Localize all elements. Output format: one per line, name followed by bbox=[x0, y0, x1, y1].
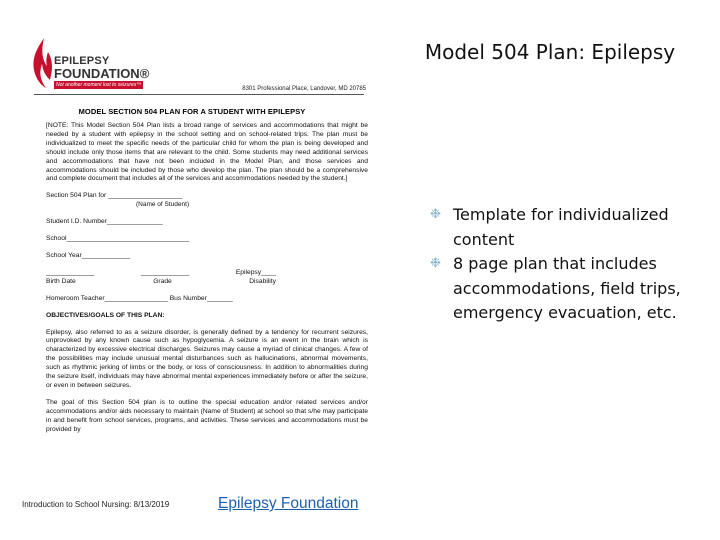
logo-tagline: Not another moment lost to seizures™ bbox=[56, 82, 142, 88]
homeroom-field: Homeroom Teacher_________________ Bus Number_______ bbox=[46, 294, 233, 302]
info-row-labels bbox=[46, 278, 276, 287]
document-note: [NOTE: This Model Section 504 Plan lists a broad range of services and accommodations that might be needed by a student with epilepsy in the school setting and on school-related trips. The plan must be individualized to meet the specific needs of the particular child for whom the plan is being developed and should include only those items that are relevant to the child. Some students may need additional services and accommodations that have not been included in the Model Plan, and those services and accommodations should be included by those who develop the plan. The plan should be a comprehensive and complete document that includes all of the services and accommodations needed by the student.] bbox=[46, 122, 368, 183]
bullet-text: 8 page plan that includes accommodations, field trips, emergency evacuation, etc. bbox=[453, 254, 681, 322]
bullet-list bbox=[430, 203, 710, 326]
school-field: School_________________________________ bbox=[46, 235, 190, 243]
slide-title: Model 504 Plan: Epilepsy bbox=[424, 40, 676, 64]
header-rule bbox=[34, 94, 364, 95]
foundation-address: 8301 Professional Place, Landover, MD 20785 bbox=[242, 86, 366, 92]
bullet-item bbox=[430, 203, 710, 252]
bullet-item bbox=[430, 252, 710, 326]
disability-line: Epilepsy____ bbox=[235, 268, 276, 276]
document-body bbox=[46, 122, 368, 442]
student-id-field: Student I.D. Number_______________ bbox=[46, 218, 163, 226]
bullet-text: Template for individualized content bbox=[453, 205, 669, 249]
grade-line: _____________ bbox=[140, 268, 190, 276]
document-scan bbox=[12, 22, 372, 477]
plan-for-field: Section 504 Plan for ____________________ bbox=[46, 192, 183, 200]
bullet-star-icon: ❉ bbox=[430, 256, 441, 271]
logo-line-1: EPILEPSY bbox=[54, 55, 110, 67]
birth-date-line: _____________ bbox=[46, 268, 95, 276]
goal-paragraph: The goal of this Section 504 plan is to outline the special education and/or related services and/or accommodations and/or aids necessary to maintain (Name of Student) at school so that s/he may participate in and benefit from school services, programs, and activities. These services and accommodations must be provided by bbox=[46, 398, 368, 433]
epilepsy-paragraph: Epilepsy, also referred to as a seizure disorder, is generally defined by a tendency for recurrent seizures, unprovoked by any known cause such as hypoglycemia. A seizure is an event in the brain which is characterized by excessive electrical discharges. Seizures may cause a myriad of clinical changes. A few of the possibilities may include unusual mental disturbances such as hallucinations, abnormal movements, such as rhythmic jerking of limbs or the body, or loss of consciousness. In addition to abnormalities during the seizure itself, individuals may have abnormal mental experiences immediately before or after the seizure, or even in between seizures. bbox=[46, 328, 368, 389]
epilepsy-foundation-link[interactable]: Epilepsy Foundation bbox=[218, 495, 359, 512]
bullet-star-icon: ❉ bbox=[430, 207, 441, 222]
disability-label: Disability bbox=[249, 277, 276, 285]
grade-label: Grade bbox=[153, 277, 172, 285]
document-heading: MODEL SECTION 504 PLAN FOR A STUDENT WITH EPILEPSY bbox=[78, 107, 306, 116]
footer-date: Introduction to School Nursing: 8/13/2019 bbox=[22, 500, 170, 509]
epilepsy-foundation-logo bbox=[30, 36, 180, 96]
student-name-hint: (Name of Student) bbox=[136, 201, 190, 209]
logo-line-2: FOUNDATION® bbox=[54, 66, 150, 81]
objectives-heading: OBJECTIVES/GOALS OF THIS PLAN: bbox=[46, 311, 165, 319]
info-row-lines bbox=[46, 269, 276, 278]
birth-date-label: Birth Date bbox=[46, 277, 76, 285]
school-year-field: School Year_____________ bbox=[46, 251, 131, 259]
